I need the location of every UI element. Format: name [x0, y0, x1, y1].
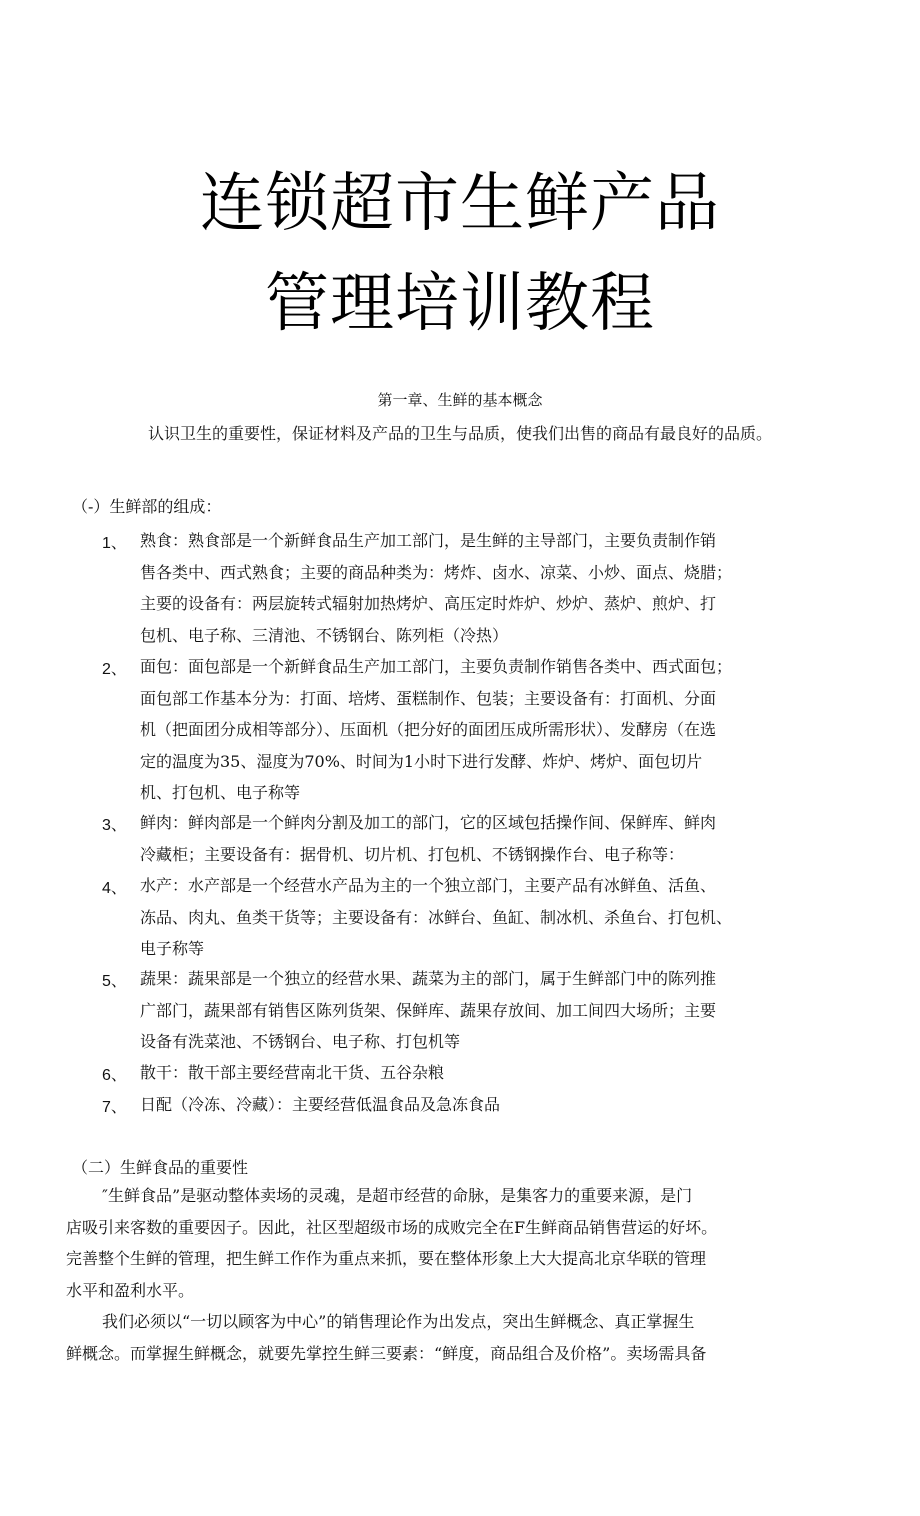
list-item-line: 冷藏柜；主要设备有：据骨机、切片机、打包机、不锈钢操作台、电子称等：	[140, 844, 685, 864]
paragraph-line: ″生鲜食品”是驱动整体卖场的灵魂，是超市经营的命脉，是集客力的重要来源，是门	[102, 1186, 693, 1205]
paragraph-line: 店吸引来客数的重要因子。因此，社区型超级市场的成败完全在F生鲜商品销售营运的好坏。	[66, 1217, 718, 1237]
chapter-heading: 第一章、生鲜的基本概念	[377, 391, 543, 409]
list-item-number: 6、	[102, 1067, 127, 1084]
paragraph	[66, 1311, 826, 1374]
document-title-line-1: 连锁超市生鲜产品	[200, 167, 720, 241]
list-item-number: 7、	[102, 1099, 127, 1116]
paragraph-line: 我们必须以“一切以顾客为中心”的销售理论作为出发点，突出生鲜概念、真正掌握生	[102, 1312, 695, 1331]
list-item-line: 冻品、肉丸、鱼类干货等；主要设备有：冰鲜台、鱼缸、制冰机、杀鱼台、打包机、	[140, 907, 733, 927]
list-item-line: 日配（冷冻、冷藏）：主要经营低温食品及急冻食品	[140, 1095, 501, 1114]
list-item-line: 面包：面包部是一个新鲜食品生产加工部门，主要负责制作销售各类中、西式面包；	[140, 657, 733, 676]
list-item-line: 蔬果：蔬果部是一个独立的经营水果、蔬菜为主的部门，属于生鲜部门中的陈列推	[140, 969, 717, 988]
list-item-line: 鲜肉：鲜肉部是一个鲜肉分割及加工的部门，它的区域包括操作间、保鲜库、鲜肉	[140, 813, 717, 832]
list-item-number: 4、	[102, 880, 127, 897]
list-item-number: 2、	[102, 661, 127, 678]
list-item-line: 设备有洗菜池、不锈钢台、电子称、打包机等	[140, 1032, 461, 1051]
document-title-line-2: 管理培训教程	[265, 267, 655, 341]
paragraph-line: 水平和盈利水平。	[66, 1280, 195, 1300]
list-item-line: 主要的设备有：两层旋转式辐射加热烤炉、高压定时炸炉、炒炉、蒸炉、煎炉、打	[140, 594, 717, 613]
list-item-line: 包机、电子称、三清池、不锈钢台、陈列柜（冷热）	[140, 625, 509, 645]
intro-text: 认识卫生的重要性，保证材料及产品的卫生与品质，使我们出售的商品有最良好的品质。	[147, 424, 772, 443]
paragraph-line: 完善整个生鲜的管理，把生鲜工作作为重点来抓，要在整体形象上大大提高北京华联的管理	[66, 1249, 707, 1268]
list-item-line: 机（把面团分成相等部分）、压面机（把分好的面团压成所需形状）、发酵房（在选	[140, 720, 717, 739]
list-item-number: 5、	[102, 973, 127, 990]
list-item-number: 1、	[102, 535, 127, 552]
list-item-line: 机、打包机、电子称等	[140, 783, 301, 802]
paragraph-line: 鲜概念。而掌握生鲜概念，就要先掌控生鲜三要素：“鲜度，商品组合及价格”。卖场需具备	[66, 1343, 707, 1363]
list-item-line: 散干：散干部主要经营南北干货、五谷杂粮	[140, 1063, 445, 1082]
list-item-line: 售各类中、西式熟食；主要的商品种类为：烤炸、卤水、凉菜、小炒、面点、烧腊；	[140, 562, 733, 582]
list-item-line: 熟食：熟食部是一个新鲜食品生产加工部门，是生鲜的主导部门，主要负责制作销	[140, 531, 717, 550]
list-item-number: 3、	[102, 817, 127, 834]
list-item-line: 水产：水产部是一个经营水产品为主的一个独立部门，主要产品有冰鲜鱼、活鱼、	[140, 876, 717, 895]
section-1-heading: （-）生鲜部的组成：	[72, 497, 222, 516]
list-item-line: 面包部工作基本分为：打面、培烤、蛋糕制作、包装；主要设备有：打面机、分面	[140, 688, 717, 708]
list-item-line: 电子称等	[140, 939, 205, 958]
section-2-heading: （二）生鲜食品的重要性	[72, 1158, 249, 1177]
list-item-line: 广部门，蔬果部有销售区陈列货架、保鲜库、蔬果存放间、加工间四大场所；主要	[140, 1000, 717, 1020]
paragraph	[66, 1185, 826, 1311]
list-item-line: 定的温度为35、湿度为70%、时间为1小时下进行发酵、炸炉、烤炉、面包切片	[140, 751, 703, 771]
